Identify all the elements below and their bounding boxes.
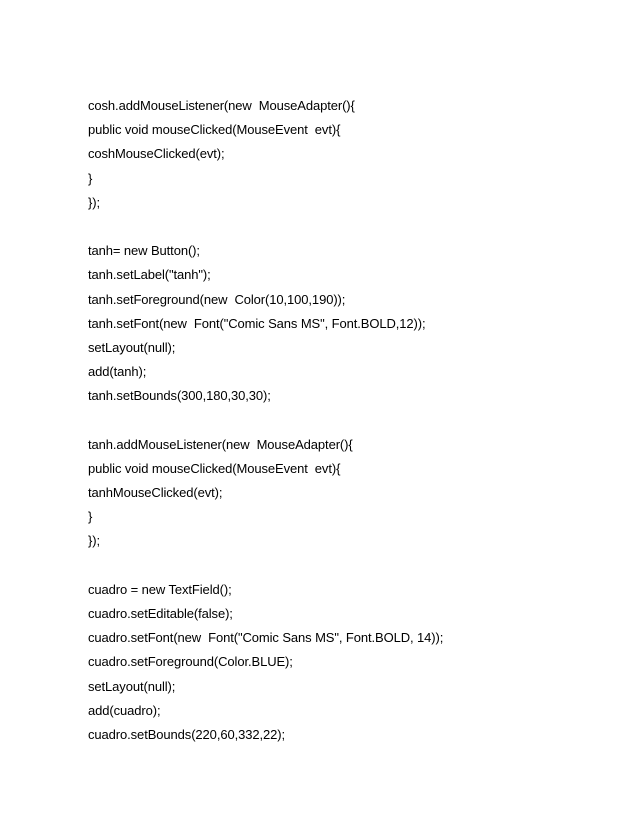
code-line: cuadro = new TextField();	[88, 581, 232, 597]
code-line: coshMouseClicked(evt);	[88, 146, 225, 162]
code-line: setLayout(null);	[88, 339, 176, 355]
blank-line	[88, 408, 443, 432]
code-line: }	[88, 509, 93, 525]
code-line: });	[88, 194, 100, 210]
blank-line	[88, 215, 443, 239]
code-line: cosh.addMouseListener(new MouseAdapter(){	[88, 98, 355, 113]
code-line: setLayout(null);	[88, 678, 176, 694]
code-line: });	[88, 533, 100, 549]
code-line: public void mouseClicked(MouseEvent evt){	[88, 122, 341, 138]
blank-line	[88, 554, 443, 578]
code-line: tanh.setBounds(300,180,30,30);	[88, 388, 271, 404]
code-line: add(cuadro);	[88, 702, 161, 718]
code-line: public void mouseClicked(MouseEvent evt){	[88, 460, 341, 476]
code-line: cuadro.setForeground(Color.BLUE);	[88, 654, 293, 670]
code-line: tanh.addMouseListener(new MouseAdapter(){	[88, 436, 353, 452]
code-line: tanh.setForeground(new Color(10,100,190));	[88, 291, 346, 307]
code-line: cuadro.setBounds(220,60,332,22);	[88, 726, 285, 742]
code-line: tanh= new Button();	[88, 243, 200, 259]
code-line: cuadro.setFont(new Font("Comic Sans MS", Font.BOLD, 14));	[88, 630, 444, 646]
code-line: add(tanh);	[88, 364, 147, 380]
code-listing	[88, 94, 443, 747]
code-line: tanh.setLabel("tanh");	[88, 267, 211, 283]
code-line: }	[88, 170, 93, 186]
code-line: tanhMouseClicked(evt);	[88, 485, 223, 500]
code-line: tanh.setFont(new Font("Comic Sans MS", Font.BOLD,12));	[88, 315, 426, 331]
code-line: cuadro.setEditable(false);	[88, 605, 233, 621]
